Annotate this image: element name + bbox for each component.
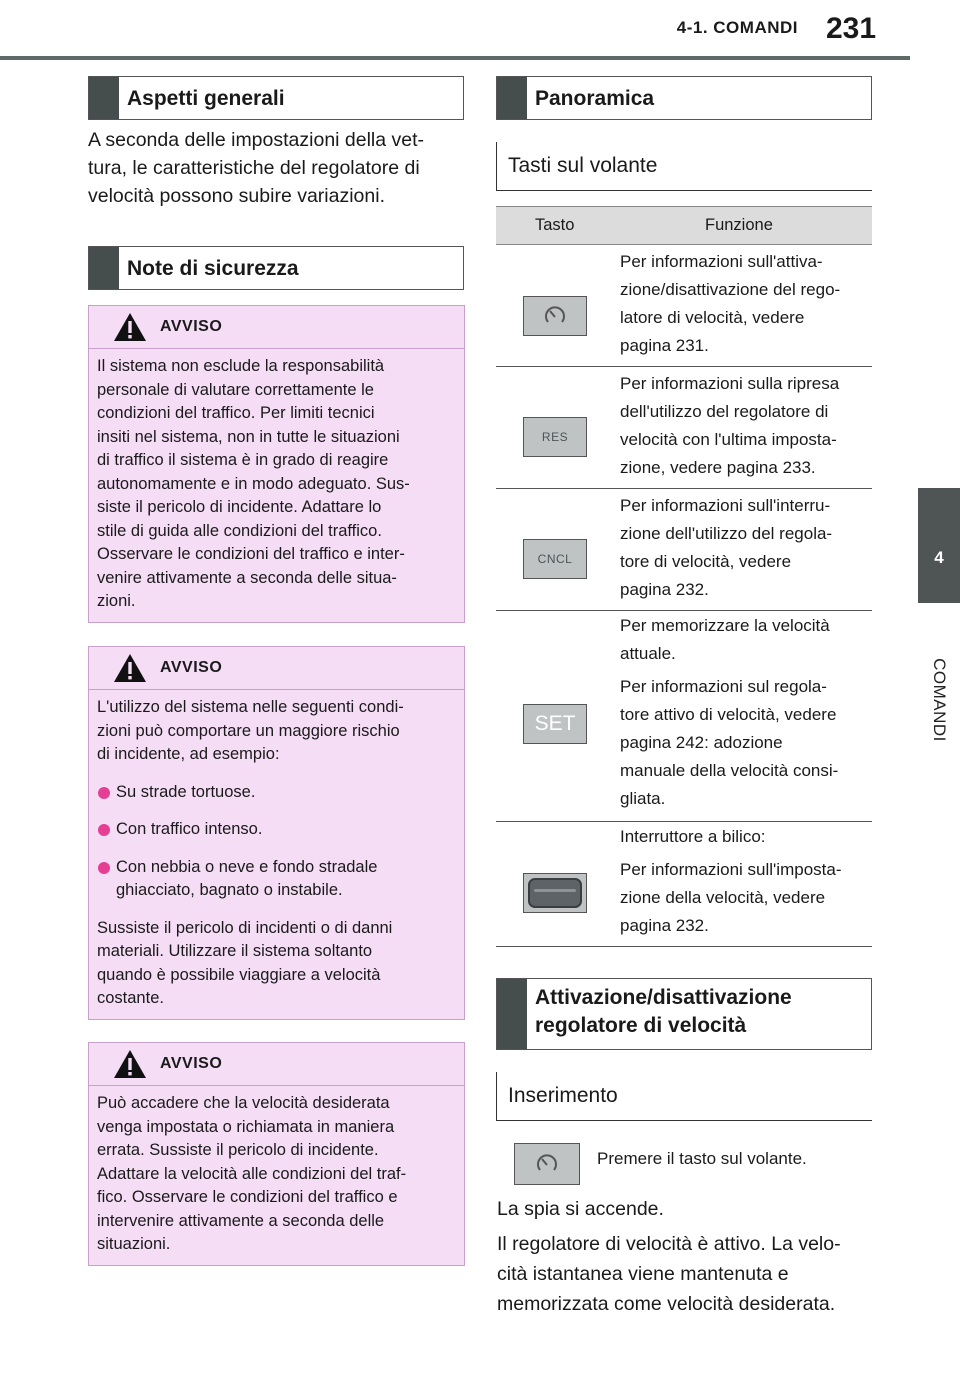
warning-line: Può accadere che la velocità desiderata — [97, 1094, 390, 1112]
section-title-line: Attivazione/disattivazione — [535, 986, 792, 1009]
warning-line: personale di valutare correttamente le — [97, 380, 374, 399]
section-title: Panoramica — [535, 87, 655, 110]
warning-line: di traffico il sistema è in grado di reagire — [97, 451, 389, 469]
cncl-button — [523, 539, 587, 579]
desc-line: latore di velocità, vedere — [620, 308, 805, 327]
res-button-label: RES — [541, 430, 569, 444]
cruise-control-icon — [542, 305, 568, 327]
text-line: tura, le caratteristiche del regolatore di — [88, 157, 420, 179]
desc-line: zione dell'utilizzo del regola- — [620, 524, 833, 543]
desc-line: Interruttore a bilico: — [620, 827, 766, 846]
warning-label: AVVISO — [160, 318, 223, 335]
bullet-text: Con traffico intenso. — [116, 820, 263, 838]
desc-line: Per informazioni sull'interru- — [620, 496, 831, 515]
table-row — [496, 366, 872, 489]
warning-triangle-icon — [113, 312, 147, 342]
function-description — [620, 492, 870, 609]
warning-line: materiali. Utilizzare il sistema soltanto — [97, 942, 373, 960]
bullet-dot-icon — [98, 862, 110, 874]
desc-line: tore di velocità, vedere — [620, 552, 792, 571]
warning-line: venire attivamente a seconda delle situa- — [97, 568, 397, 587]
desc-line: manuale della velocità consi- — [620, 761, 839, 780]
warning-body — [89, 690, 464, 1019]
aspetti-text — [88, 126, 424, 210]
warning-line: siste il pericolo di incidente. Adattare lo — [97, 498, 382, 516]
warning-header — [89, 306, 464, 349]
section-bar — [497, 77, 527, 119]
warning-line: quando è possibile viaggiare a velocità — [97, 965, 381, 984]
section-bar — [497, 979, 527, 1049]
section-bar — [89, 247, 119, 289]
chapter-tab-label-text: COMANDI — [930, 658, 949, 742]
bullet-text: Su strade tortuose. — [116, 782, 256, 801]
subsection-tasti — [496, 142, 872, 191]
table-header — [496, 206, 872, 245]
cruise-control-icon — [534, 1153, 560, 1175]
desc-line: dell'utilizzo del regolatore di — [620, 402, 829, 421]
warning-line: errata. Sussiste il pericolo di incidente. — [97, 1141, 379, 1159]
desc-line: Per informazioni sull'attiva- — [620, 252, 823, 271]
section-title — [535, 984, 792, 1040]
warning-line: fico. Osservare le condizioni del traffico e — [97, 1188, 398, 1206]
warning-line: venga impostata o richiamata in maniera — [97, 1117, 395, 1136]
text-line: Il regolatore di velocità è attivo. La velo- — [497, 1233, 841, 1255]
warning-line: Il sistema non esclude la responsabilità — [97, 357, 385, 375]
table-row — [496, 821, 872, 947]
res-button — [523, 417, 587, 457]
table-row — [496, 244, 872, 367]
desc-line: tore attivo di velocità, vedere — [620, 705, 837, 724]
bullet-text: ghiacciato, bagnato o instabile. — [116, 881, 343, 899]
instruction-text: Premere il tasto sul volante. — [597, 1149, 807, 1168]
warning-line: intervenire attivamente a seconda delle — [97, 1211, 385, 1230]
warning-box — [88, 1042, 465, 1266]
desc-line: zione della velocità, vedere — [620, 888, 826, 907]
bullet-item — [97, 856, 452, 903]
table-row — [496, 610, 872, 822]
warning-body — [89, 349, 464, 622]
desc-line: attuale. — [620, 644, 676, 663]
warning-line: autonomamente e in modo adeguato. Sus- — [97, 474, 410, 493]
desc-line: zione/disattivazione del rego- — [620, 280, 841, 299]
function-description — [620, 612, 870, 818]
warning-line: condizioni del traffico. Per limiti tecnici — [97, 404, 375, 422]
header-rule — [0, 56, 910, 60]
warning-triangle-icon — [113, 1049, 147, 1079]
desc-line: zione, vedere pagina 233. — [620, 458, 816, 477]
desc-line: Per memorizzare la velocità — [620, 616, 830, 635]
function-description — [620, 370, 870, 487]
warning-box — [88, 305, 465, 623]
warning-body — [89, 1086, 464, 1265]
section-panoramica — [496, 76, 872, 120]
section-note-sicurezza — [88, 246, 464, 290]
text-line: velocità possono subire variazioni. — [88, 185, 385, 207]
section-title: Aspetti generali — [127, 87, 285, 110]
desc-line: pagina 242: adozione — [620, 733, 783, 752]
warning-header — [89, 647, 464, 690]
warning-line: di incidente, ad esempio: — [97, 745, 280, 763]
inserimento-text — [497, 1194, 841, 1319]
set-button — [523, 704, 587, 744]
desc-line: pagina 232. — [620, 916, 709, 935]
set-button-label: SET — [534, 712, 576, 735]
text-line: cità istantanea viene mantenuta e — [497, 1263, 789, 1285]
section-attivazione — [496, 978, 872, 1050]
subsection-inserimento — [496, 1072, 872, 1121]
warning-line: Sussiste il pericolo di incidenti o di danni — [97, 918, 393, 937]
function-description — [620, 248, 870, 365]
warning-box — [88, 646, 465, 1020]
desc-line: gliata. — [620, 789, 666, 808]
section-title-line: regolatore di velocità — [535, 1014, 747, 1037]
cncl-button-label: CNCL — [537, 552, 573, 566]
warning-line: Adattare la velocità alle condizioni del traf- — [97, 1164, 407, 1183]
subsection-title: Tasti sul volante — [508, 154, 658, 177]
warning-line: situazioni. — [97, 1235, 171, 1253]
warning-line: Osservare le condizioni del traffico e inter- — [97, 545, 405, 563]
function-description — [620, 823, 870, 945]
bullet-item — [97, 781, 452, 805]
bullet-dot-icon — [98, 824, 110, 836]
bullet-item — [97, 818, 452, 842]
desc-line: pagina 231. — [620, 336, 709, 355]
column-header-tasto: Tasto — [535, 216, 575, 234]
subsection-title: Inserimento — [508, 1084, 618, 1107]
bullet-dot-icon — [98, 787, 110, 799]
warning-label: AVVISO — [160, 659, 223, 676]
bullet-text: Con nebbia o neve e fondo stradale — [116, 857, 378, 876]
warning-line: costante. — [97, 989, 164, 1007]
column-header-funzione: Funzione — [705, 216, 773, 234]
warning-label: AVVISO — [160, 1055, 223, 1072]
warning-line: L'utilizzo del sistema nelle seguenti condi- — [97, 698, 404, 716]
section-aspetti-generali — [88, 76, 464, 120]
chapter-heading: 4-1. COMANDI — [676, 18, 798, 37]
page-number: 231 — [826, 12, 877, 45]
desc-line: Per informazioni sull'imposta- — [620, 860, 842, 879]
desc-line: pagina 232. — [620, 580, 709, 599]
warning-header — [89, 1043, 464, 1086]
desc-line: Per informazioni sulla ripresa — [620, 374, 840, 393]
chapter-tab-number: 4 — [934, 548, 944, 567]
text-line: memorizzata come velocità desiderata. — [497, 1293, 836, 1315]
section-title: Note di sicurezza — [127, 257, 299, 280]
rocker-switch-button — [523, 873, 587, 913]
rocker-switch-icon — [528, 878, 582, 908]
cruise-control-button — [523, 296, 587, 336]
warning-line: insiti nel sistema, non in tutte le situazioni — [97, 427, 400, 446]
warning-line: stile di guida alle condizioni del traffico. — [97, 521, 382, 540]
desc-line: Per informazioni sul regola- — [620, 677, 827, 696]
text-line: A seconda delle impostazioni della vet- — [88, 129, 425, 151]
chapter-tab-label — [906, 640, 960, 760]
chapter-tab — [918, 488, 960, 603]
table-row — [496, 488, 872, 611]
warning-line: zioni. — [97, 592, 136, 610]
text-line: La spia si accende. — [497, 1198, 664, 1220]
cruise-control-button — [514, 1143, 580, 1185]
warning-after-text — [97, 917, 452, 1011]
warning-line: zioni può comportare un maggiore rischio — [97, 721, 400, 740]
desc-line: velocità con l'ultima imposta- — [620, 430, 837, 449]
section-bar — [89, 77, 119, 119]
warning-triangle-icon — [113, 653, 147, 683]
